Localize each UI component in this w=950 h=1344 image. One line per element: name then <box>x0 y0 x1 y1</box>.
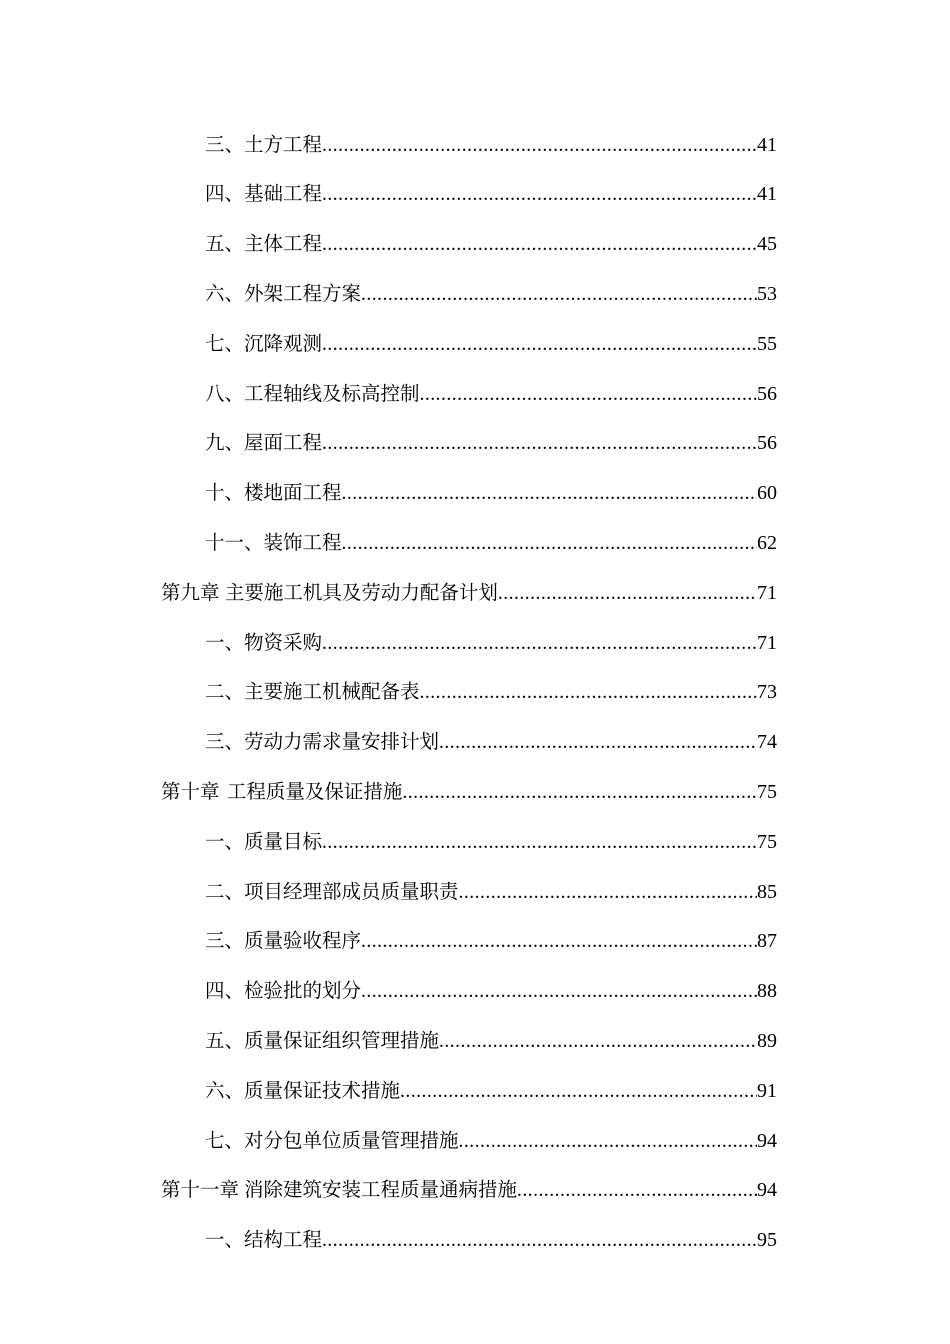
toc-page-number: 75 <box>757 830 777 853</box>
toc-dot-leader <box>322 235 757 255</box>
toc-section-entry[interactable] <box>0 1216 950 1266</box>
toc-section-entry[interactable] <box>0 718 950 768</box>
toc-entry-line <box>205 533 777 554</box>
toc-page-number: 95 <box>757 1229 777 1252</box>
toc-entry-title: 七、沉降观测 <box>205 331 323 355</box>
toc-page-number: 75 <box>757 781 777 803</box>
toc-entry-line <box>205 829 777 853</box>
toc-dot-leader <box>439 1032 757 1052</box>
toc-dot-leader <box>361 982 757 1002</box>
toc-chapter-number: 第九章 <box>161 580 220 604</box>
toc-entry-line <box>161 580 777 604</box>
toc-page-number: 89 <box>757 1029 777 1052</box>
toc-chapter-entry[interactable] <box>0 1166 950 1216</box>
toc-page-number: 55 <box>757 332 777 355</box>
toc-page-number: 41 <box>757 133 777 156</box>
toc-section-entry[interactable] <box>0 419 950 469</box>
toc-entry-title: 六、质量保证技术措施 <box>205 1078 401 1102</box>
toc-page-number: 45 <box>757 233 777 256</box>
toc-entry-title: 三、土方工程 <box>205 132 323 156</box>
toc-section-entry[interactable] <box>0 170 950 220</box>
toc-entry-title: 二、项目经理部成员质量职责 <box>205 879 459 903</box>
toc-entry-title: 三、质量验收程序 <box>205 929 362 953</box>
toc-entry-title: 七、对分包单位质量管理措施 <box>205 1128 459 1152</box>
toc-page-number: 53 <box>757 283 777 306</box>
toc-dot-leader <box>342 534 757 554</box>
toc-dot-leader <box>322 634 757 654</box>
toc-entry-line <box>161 782 777 803</box>
toc-entry-title: 消除建筑安装工程质量通病措施 <box>243 1178 517 1202</box>
toc-dot-leader <box>459 883 757 903</box>
toc-dot-leader <box>322 1231 757 1251</box>
toc-entry-line <box>205 132 777 156</box>
toc-dot-leader <box>517 1181 757 1201</box>
toc-entry-title: 一、质量目标 <box>205 829 323 853</box>
toc-entry-line <box>205 981 777 1002</box>
toc-entry-line <box>205 682 777 703</box>
toc-entry-title: 一、结构工程 <box>205 1228 323 1252</box>
toc-dot-leader <box>322 185 757 205</box>
toc-entry-line <box>205 732 777 753</box>
toc-entry-line <box>205 381 777 405</box>
toc-chapter-number: 第十一章 <box>161 1178 240 1202</box>
toc-page-number: 85 <box>757 880 777 903</box>
toc-dot-leader <box>342 484 757 504</box>
toc-dot-leader <box>322 335 757 355</box>
toc-page-number: 73 <box>757 681 777 704</box>
toc-entry-line <box>205 331 777 355</box>
toc-dot-leader <box>459 1132 757 1152</box>
toc-entry-line <box>205 483 777 504</box>
toc-page-number: 56 <box>757 432 777 455</box>
toc-entry-title: 工程质量及保证措施 <box>226 780 403 803</box>
toc-entry-title: 一、物资采购 <box>205 630 323 654</box>
toc-chapter-entry[interactable] <box>0 767 950 817</box>
toc-entry-title: 九、屋面工程 <box>205 431 323 455</box>
toc-entry-line <box>205 1128 777 1152</box>
toc-entry-line <box>205 234 777 255</box>
toc-entry-title: 五、质量保证组织管理措施 <box>205 1028 440 1052</box>
toc-page-number: 74 <box>757 731 777 754</box>
toc-page-number: 88 <box>757 980 777 1003</box>
toc-entry-line <box>205 284 777 305</box>
toc-section-entry[interactable] <box>0 518 950 568</box>
toc-dot-leader <box>322 136 757 156</box>
toc-section-entry[interactable] <box>0 1066 950 1116</box>
toc-dot-leader <box>420 385 757 405</box>
toc-section-entry[interactable] <box>0 618 950 668</box>
toc-section-entry[interactable] <box>0 917 950 967</box>
toc-entry-line <box>205 1230 777 1251</box>
toc-entry-title: 十一、装饰工程 <box>205 531 342 555</box>
toc-entry-title: 主要施工机具及劳动力配备计划 <box>224 580 498 604</box>
toc-section-entry[interactable] <box>0 369 950 419</box>
toc-dot-leader <box>322 434 757 454</box>
toc-dot-leader <box>400 1082 757 1102</box>
toc-entry-line <box>205 433 777 454</box>
toc-page-number: 71 <box>757 631 777 654</box>
toc-dot-leader <box>322 833 757 853</box>
toc-dot-leader <box>439 733 757 753</box>
table-of-contents <box>0 120 950 1265</box>
toc-entry-title: 四、检验批的划分 <box>205 979 362 1003</box>
toc-section-entry[interactable] <box>0 319 950 369</box>
toc-dot-leader <box>498 584 757 604</box>
toc-section-entry[interactable] <box>0 668 950 718</box>
toc-chapter-number: 第十章 <box>161 780 220 803</box>
toc-section-entry[interactable] <box>0 269 950 319</box>
toc-entry-title: 五、主体工程 <box>205 232 323 256</box>
toc-page-number: 87 <box>757 930 777 953</box>
toc-entry-title: 八、工程轴线及标高控制 <box>205 381 420 405</box>
toc-page-number: 62 <box>757 532 777 555</box>
toc-entry-line <box>161 1180 777 1201</box>
toc-entry-title: 四、基础工程 <box>205 182 323 206</box>
toc-section-entry[interactable] <box>0 1016 950 1066</box>
toc-entry-title: 六、外架工程方案 <box>205 282 362 306</box>
toc-page-number: 56 <box>757 382 777 405</box>
toc-entry-line <box>205 931 777 952</box>
toc-section-entry[interactable] <box>0 469 950 519</box>
toc-dot-leader <box>361 285 757 305</box>
toc-entry-title: 三、劳动力需求量安排计划 <box>205 730 440 754</box>
toc-entry-title: 二、主要施工机械配备表 <box>205 680 420 704</box>
toc-section-entry[interactable] <box>0 120 950 170</box>
toc-entry-line <box>205 1028 777 1052</box>
toc-section-entry[interactable] <box>0 817 950 867</box>
toc-dot-leader <box>361 932 757 952</box>
toc-entry-line <box>205 1078 777 1102</box>
toc-section-entry[interactable] <box>0 967 950 1017</box>
toc-section-entry[interactable] <box>0 1116 950 1166</box>
toc-entry-title: 十、楼地面工程 <box>205 481 342 505</box>
toc-page-number: 60 <box>757 482 777 505</box>
toc-page-number: 94 <box>757 1179 777 1202</box>
toc-dot-leader <box>402 783 757 803</box>
toc-section-entry[interactable] <box>0 867 950 917</box>
toc-entry-line <box>205 879 777 903</box>
toc-page-number: 94 <box>757 1129 777 1152</box>
toc-chapter-entry[interactable] <box>0 568 950 618</box>
toc-page-number: 71 <box>757 581 777 604</box>
toc-dot-leader <box>420 683 757 703</box>
toc-entry-line <box>205 184 777 205</box>
toc-page-number: 91 <box>757 1079 777 1102</box>
toc-page-number: 41 <box>757 183 777 206</box>
toc-entry-line <box>205 630 777 654</box>
toc-section-entry[interactable] <box>0 220 950 270</box>
